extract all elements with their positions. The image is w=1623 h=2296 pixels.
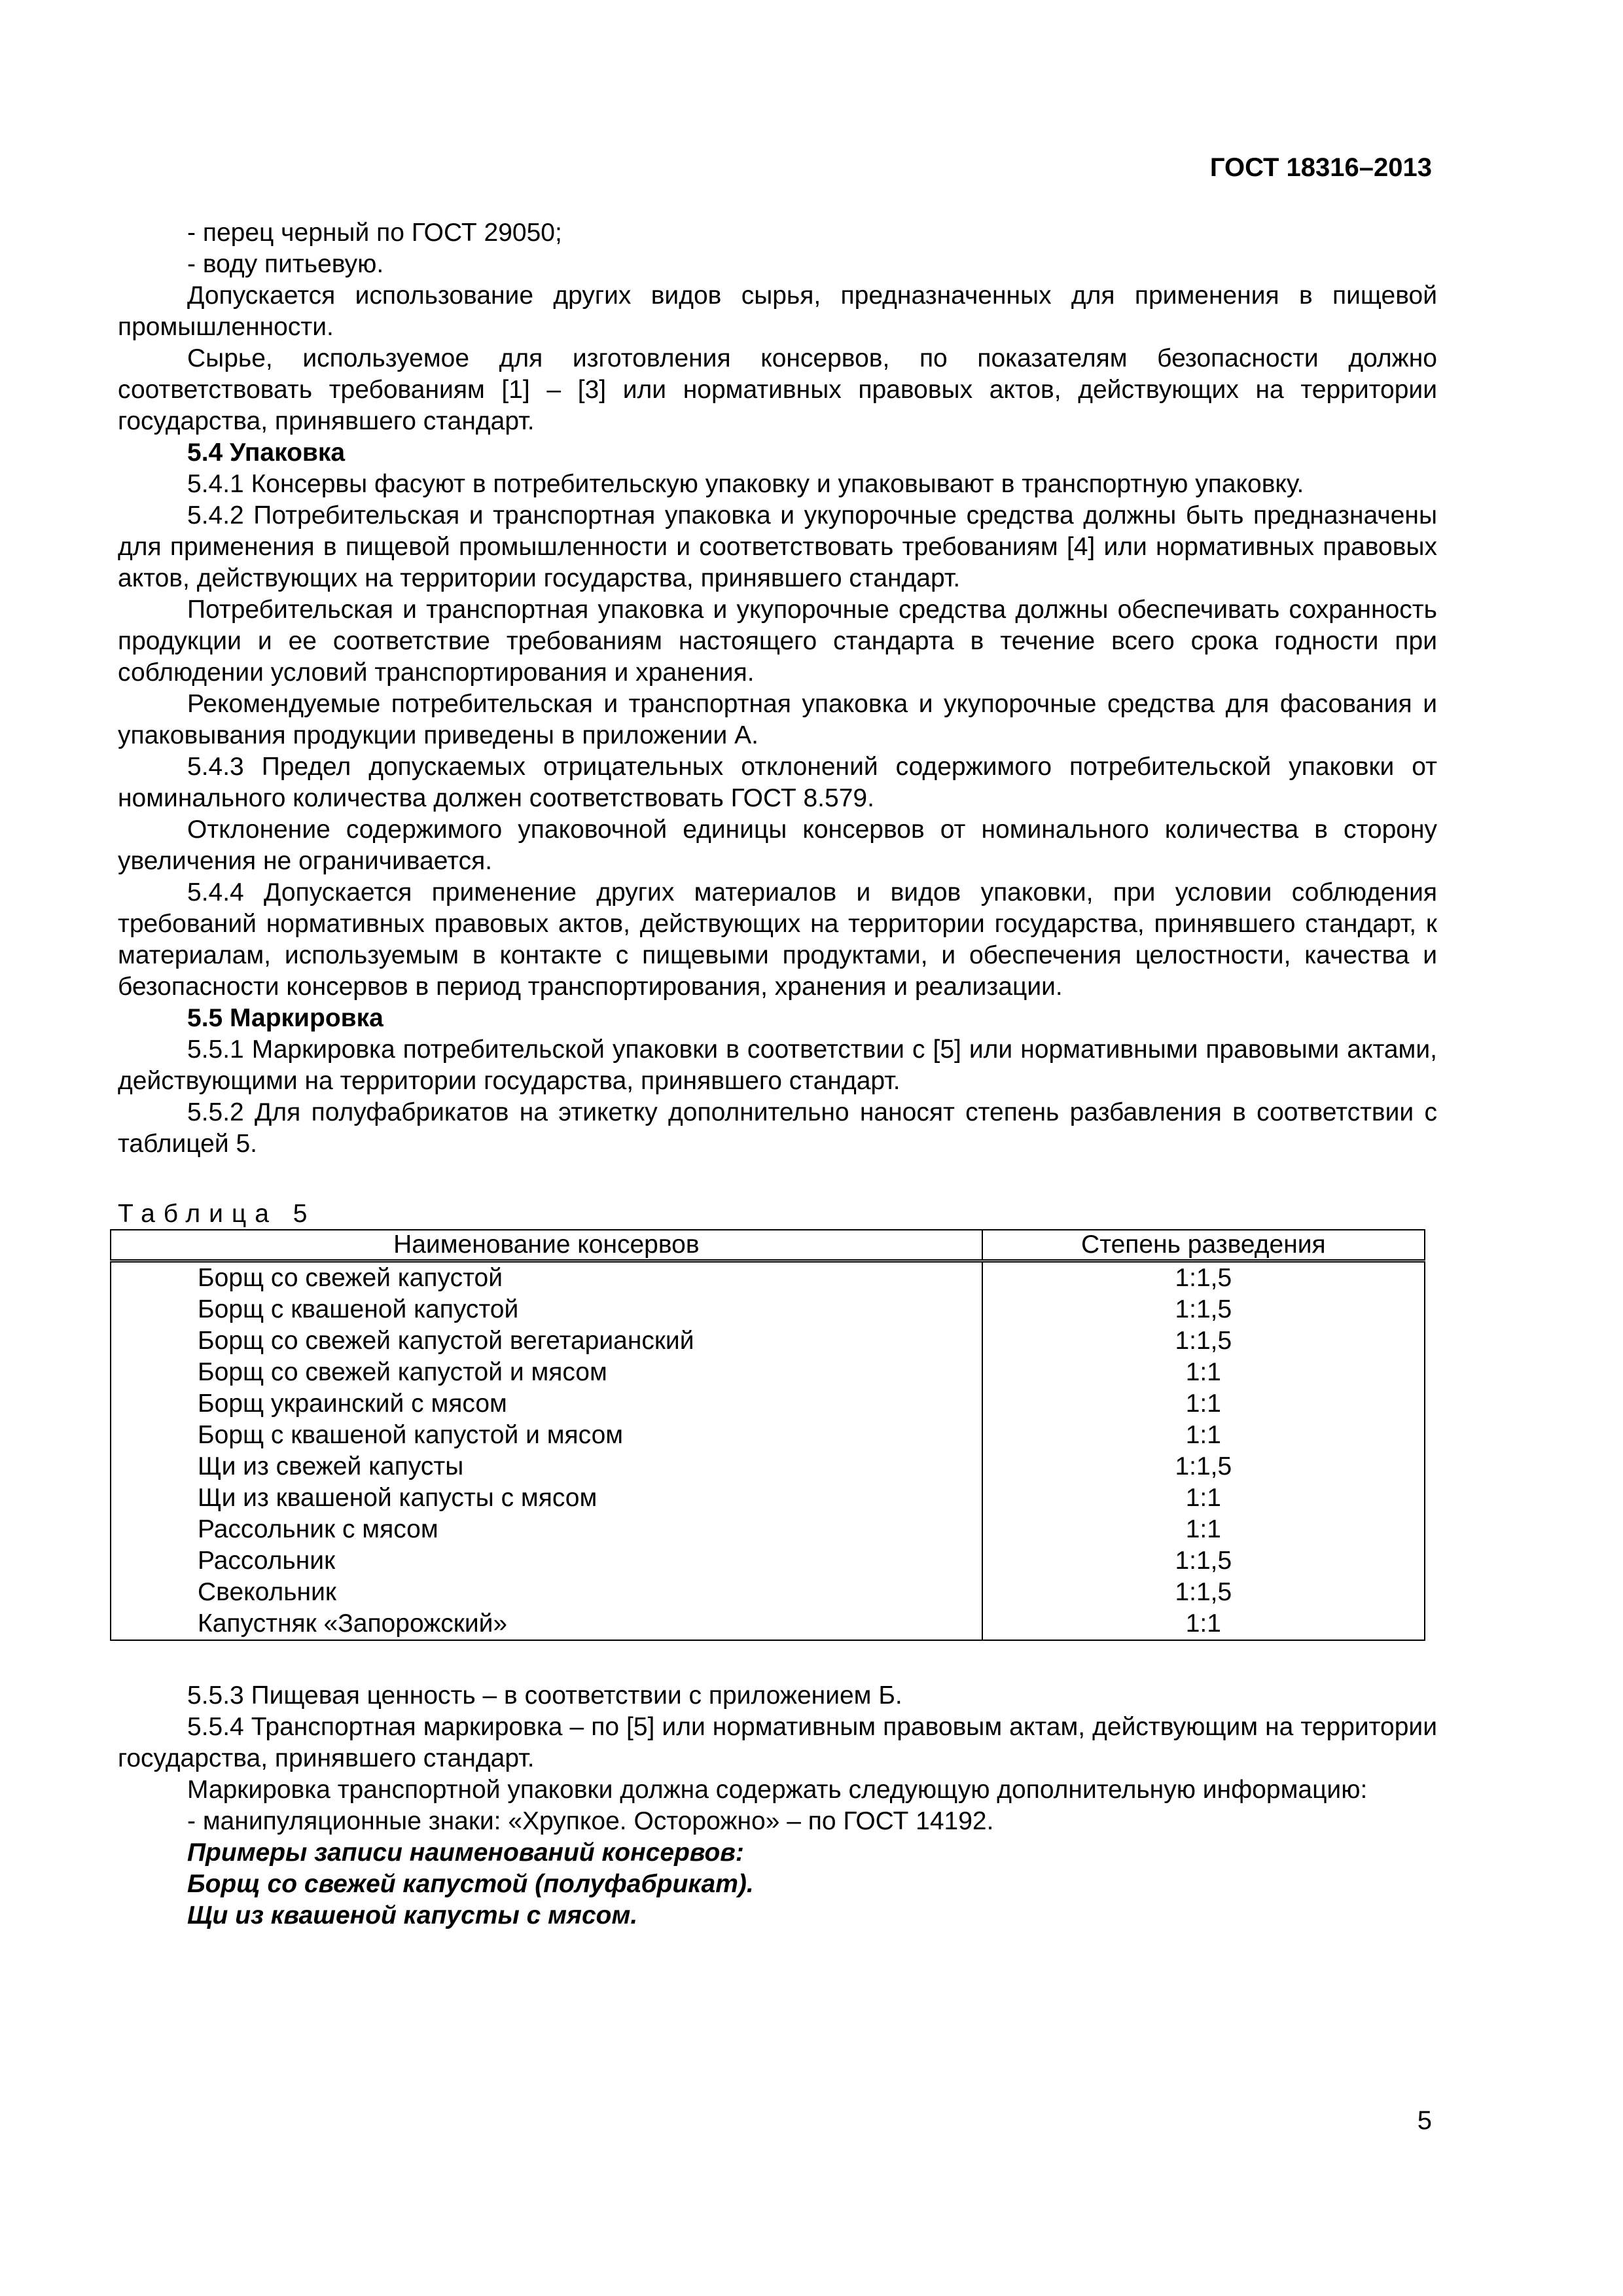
list-item-handling-signs: - манипуляционные знаки: «Хрупкое. Осторожно» – по ГОСТ 14192.	[187, 1807, 994, 1835]
table-cell-dilution: 1:1,5	[982, 1545, 1425, 1577]
table-row	[111, 1325, 1425, 1357]
table-cell-dilution: 1:1,5	[982, 1325, 1425, 1357]
table-row	[111, 1388, 1425, 1420]
table-cell-dilution: 1:1	[982, 1482, 1425, 1514]
table-cell-dilution: 1:1	[982, 1514, 1425, 1545]
paragraph-5-5-4: 5.5.4 Транспортная маркировка – по [5] или нормативным правовым актам, действующим на территории государства, принявшего стандарт.	[118, 1713, 1437, 1772]
section-heading-marking: 5.5 Маркировка	[187, 1004, 383, 1032]
table-cell-name: Борщ с квашеной капустой и мясом	[111, 1420, 982, 1451]
table-cell-name: Рассольник с мясом	[111, 1514, 982, 1545]
table-row	[111, 1514, 1425, 1545]
table-caption: Таблица 5	[118, 1200, 316, 1228]
table-row	[111, 1608, 1425, 1640]
document-body	[118, 217, 1437, 1931]
table-row	[111, 1357, 1425, 1388]
example-item: Борщ со свежей капустой (полуфабрикат).	[187, 1870, 754, 1898]
table-cell-name: Свекольник	[111, 1577, 982, 1608]
table-cell-name: Борщ со свежей капустой	[111, 1261, 982, 1295]
paragraph-5-5-1: 5.5.1 Маркировка потребительской упаковки в соответствии с [5] или нормативными правовыми актами, действующими на территории государства, принявшего стандарт.	[118, 1035, 1437, 1095]
table-cell-name: Борщ со свежей капустой и мясом	[111, 1357, 982, 1388]
paragraph-5-5-3: 5.5.3 Пищевая ценность – в соответствии с приложением Б.	[187, 1681, 902, 1710]
table-cell-dilution: 1:1	[982, 1420, 1425, 1451]
document-header-standard: ГОСТ 18316–2013	[1209, 153, 1432, 182]
paragraph-5-4-1: 5.4.1 Консервы фасуют в потребительскую упаковку и упаковывают в транспортную упаковку.	[187, 470, 1304, 498]
table-cell-name: Борщ украинский с мясом	[111, 1388, 982, 1420]
paragraph-deviation: Отклонение содержимого упаковочной единицы консервов от номинального количества в сторону увеличения не ограничивается.	[118, 816, 1437, 875]
table-row	[111, 1420, 1425, 1451]
table-row	[111, 1545, 1425, 1577]
paragraph-5-4-3: 5.4.3 Предел допускаемых отрицательных отклонений содержимого потребительской упаковки от номинального количества должен соответствовать ГОСТ 8.579.	[118, 753, 1437, 812]
table-cell-dilution: 1:1,5	[982, 1577, 1425, 1608]
example-item: Щи из квашеной капусты с мясом.	[187, 1901, 638, 1929]
table-header-row	[111, 1230, 1425, 1261]
table-cell-dilution: 1:1,5	[982, 1261, 1425, 1295]
paragraph-packaging-integrity: Потребительская и транспортная упаковка и укупорочные средства должны обеспечивать сохранность продукции и ее соответствие требованиям настоящего стандарта в течение всего срока годности при соблюдении условий транспортирования и хранения.	[118, 596, 1437, 687]
table-cell-dilution: 1:1,5	[982, 1451, 1425, 1482]
table-row	[111, 1451, 1425, 1482]
section-heading-packaging: 5.4 Упаковка	[187, 439, 346, 467]
table-row	[111, 1482, 1425, 1514]
table-cell-dilution: 1:1	[982, 1357, 1425, 1388]
paragraph-raw-safety: Сырье, используемое для изготовления консервов, по показателям безопасности должно соответствовать требованиям [1] – [3] или нормативных правовых актов, действующих на территории государства, принявшего стандарт.	[118, 344, 1437, 435]
paragraph-transport-marking: Маркировка транспортной упаковки должна содержать следующую дополнительную информацию:	[187, 1776, 1368, 1804]
dilution-table	[110, 1229, 1425, 1641]
paragraph-5-5-2: 5.5.2 Для полуфабрикатов на этикетку дополнительно наносят степень разбавления в соответствии с таблицей 5.	[118, 1098, 1437, 1158]
table-cell-name: Капустняк «Запорожский»	[111, 1608, 982, 1640]
table-cell-name: Щи из свежей капусты	[111, 1451, 982, 1482]
examples-heading: Примеры записи наименований консервов:	[187, 1839, 744, 1867]
table-header-dilution: Степень разведения	[982, 1230, 1425, 1261]
list-item-pepper: - перец черный по ГОСТ 29050;	[187, 219, 562, 247]
table-cell-name: Рассольник	[111, 1545, 982, 1577]
list-item-water: - воду питьевую.	[187, 250, 384, 278]
paragraph-other-raw: Допускается использование других видов сырья, предназначенных для применения в пищевой промышленности.	[118, 281, 1437, 341]
table-header-name: Наименование консервов	[111, 1230, 982, 1261]
paragraph-5-4-4: 5.4.4 Допускается применение других материалов и видов упаковки, при условии соблюдения требований нормативных правовых актов, действующих на территории государства, принявшего стандарт, к материалам, используемым в контакте с пищевыми продуктами, и обеспечения целостности, качества и безопасности консервов в период транспортирования, хранения и реализации.	[118, 878, 1437, 1001]
table-cell-dilution: 1:1	[982, 1388, 1425, 1420]
page-number: 5	[1417, 2106, 1432, 2135]
table-row	[111, 1294, 1425, 1325]
table-cell-name: Щи из квашеной капусты с мясом	[111, 1482, 982, 1514]
table-row	[111, 1577, 1425, 1608]
table-row	[111, 1261, 1425, 1295]
table-cell-name: Борщ со свежей капустой вегетарианский	[111, 1325, 982, 1357]
table-cell-name: Борщ с квашеной капустой	[111, 1294, 982, 1325]
table-cell-dilution: 1:1,5	[982, 1294, 1425, 1325]
table-cell-dilution: 1:1	[982, 1608, 1425, 1640]
paragraph-packaging-recommended: Рекомендуемые потребительская и транспортная упаковка и укупорочные средства для фасования и упаковывания продукции приведены в приложении А.	[118, 690, 1437, 749]
paragraph-5-4-2: 5.4.2 Потребительская и транспортная упаковка и укупорочные средства должны быть предназначены для применения в пищевой промышленности и соответствовать требованиям [4] или нормативных правовых актов, действующих на территории государства, принявшего стандарт.	[118, 501, 1437, 592]
